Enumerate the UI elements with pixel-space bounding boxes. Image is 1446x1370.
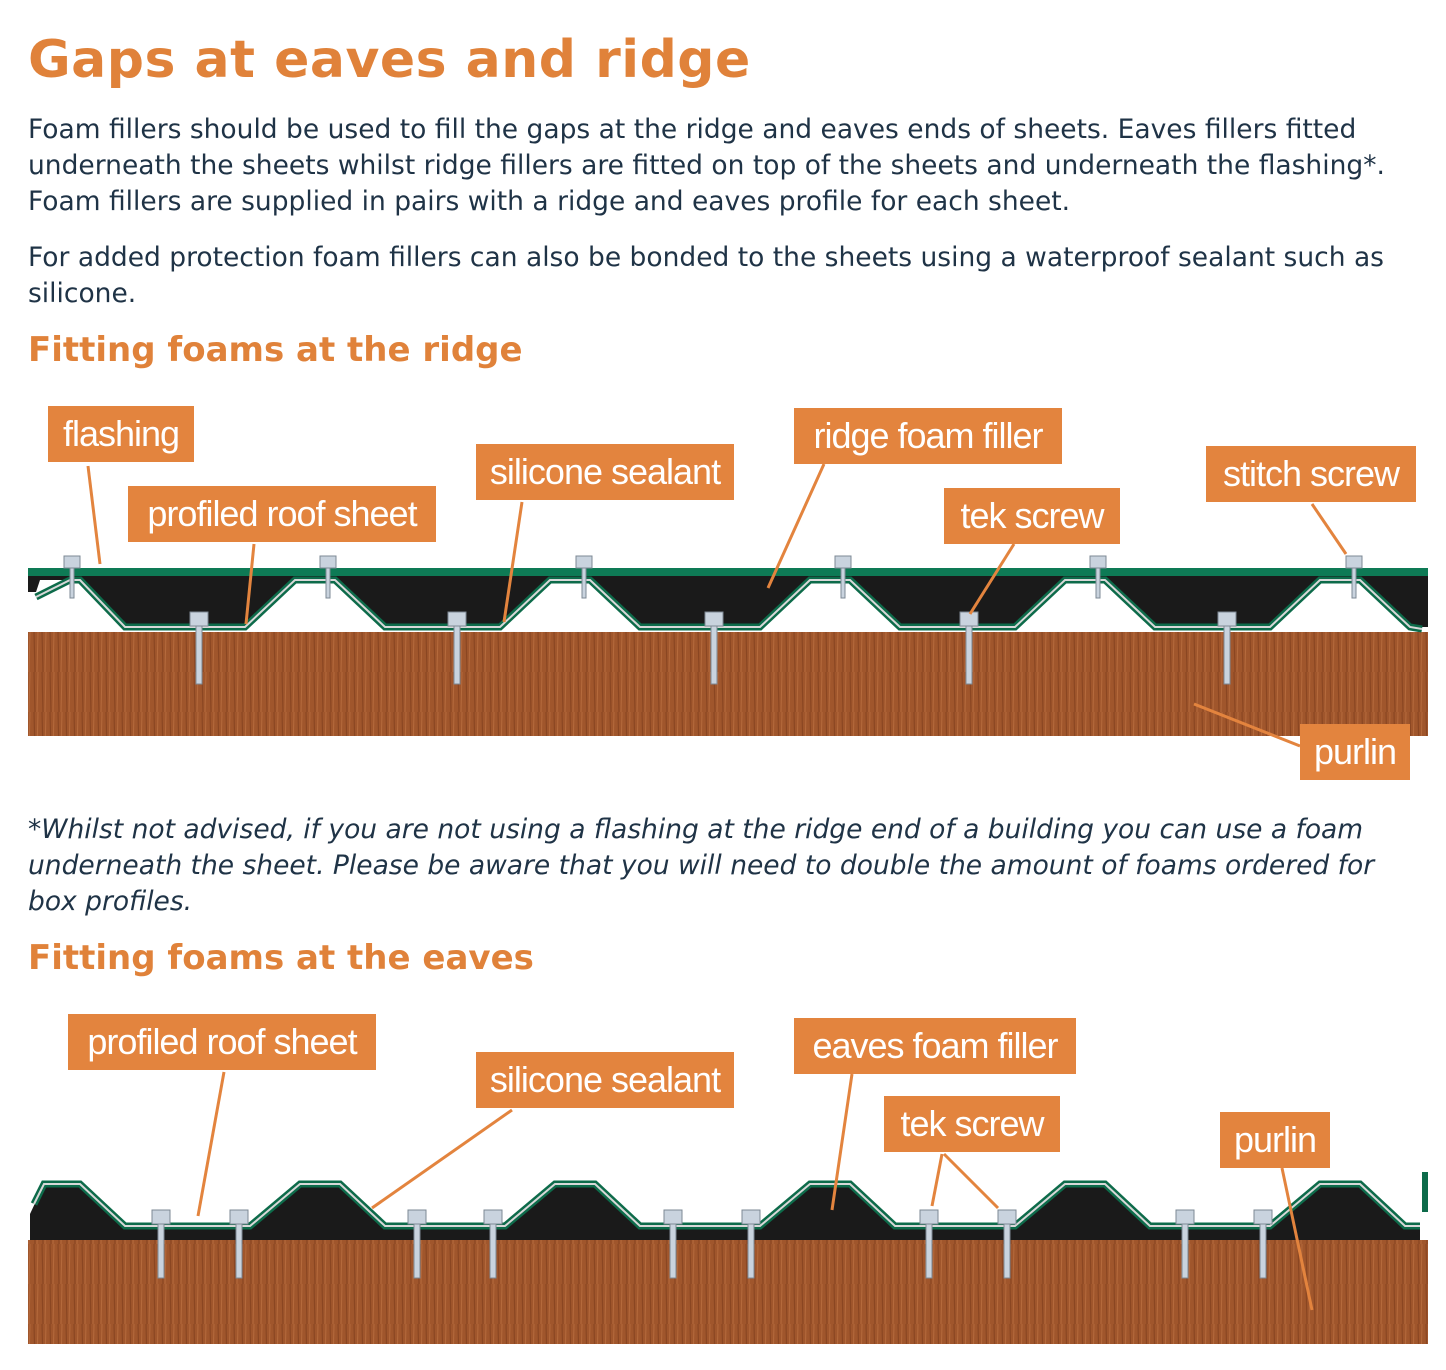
ridge-label-flashing [48, 406, 194, 462]
intro-paragraph-2: For added protection foam fillers can also be bonded to the sheets using a waterproof sealant such as silicone. [28, 242, 1384, 309]
svg-text:purlin: purlin [1313, 731, 1397, 772]
svg-text:eaves foam filler: eaves foam filler [812, 1025, 1058, 1066]
eaves-label-silicone-sealant [476, 1052, 734, 1108]
svg-text:silicone sealant: silicone sealant [489, 1059, 721, 1100]
ridge-diagram [0, 392, 1446, 792]
ridge-label-silicone-sealant [476, 444, 734, 500]
page-title: Gaps at eaves and ridge [28, 30, 751, 90]
ridge-label-stitch-screw [1206, 446, 1416, 502]
ridge-purlin [28, 632, 1428, 736]
svg-text:profiled roof sheet: profiled roof sheet [147, 493, 417, 534]
svg-text:profiled roof sheet: profiled roof sheet [87, 1021, 357, 1062]
ridge-label-purlin [1300, 724, 1410, 780]
svg-text:purlin: purlin [1233, 1119, 1317, 1160]
eaves-heading: Fitting foams at the eaves [28, 938, 534, 978]
eaves-label-eaves-foam-filler [794, 1018, 1076, 1074]
svg-text:tek screw: tek screw [960, 495, 1104, 536]
eaves-label-purlin [1220, 1112, 1330, 1168]
ridge-heading: Fitting foams at the ridge [28, 330, 523, 370]
eaves-diagram [0, 1004, 1446, 1354]
eaves-label-profiled-roof-sheet [68, 1014, 376, 1070]
eaves-label-tek-screw [884, 1096, 1060, 1152]
svg-text:ridge foam filler: ridge foam filler [813, 415, 1043, 456]
svg-text:tek screw: tek screw [900, 1103, 1044, 1144]
ridge-label-profiled-roof-sheet [128, 486, 436, 542]
ridge-label-ridge-foam-filler [794, 408, 1062, 464]
intro-paragraph-1: Foam fillers should be used to fill the gaps at the ridge and eaves ends of sheets. Eaves fillers fitted underneath the sheets whilst ridge fillers are fitted on top of the sheets and underneath the flashing*. Foam fillers are supplied in pairs with a ridge and eaves profile for each sheet. [28, 114, 1385, 217]
svg-text:flashing: flashing [62, 413, 180, 454]
svg-text:silicone sealant: silicone sealant [489, 451, 721, 492]
svg-text:stitch screw: stitch screw [1222, 453, 1400, 494]
ridge-flashing [28, 568, 1428, 576]
footnote: *Whilst not advised, if you are not using a flashing at the ridge end of a building you can use a foam underneath the sheet. Please be aware that you will need to double the amount of foams ordered for box profiles. [28, 814, 1375, 917]
ridge-label-tek-screw [944, 488, 1120, 544]
